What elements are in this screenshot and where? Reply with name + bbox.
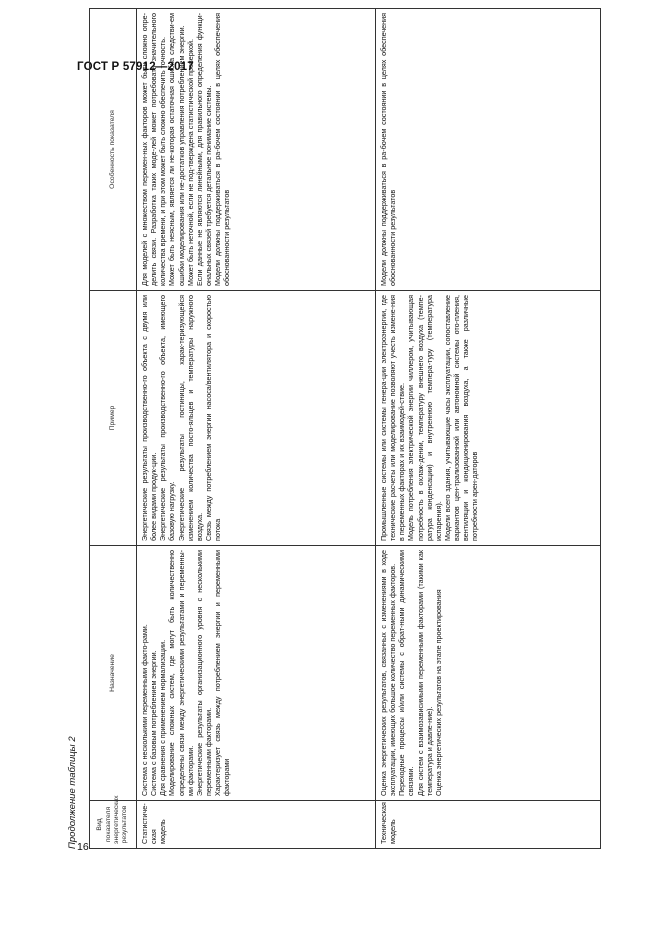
paragraph: Модель потребления электрической энергии чиллером, учитывающая потребность в охлаж-дении, температуру внешнего воздуха (темпе-ратура конденсации) и внутреннюю темпера-туру (температура испарения).: [406, 295, 443, 541]
paragraph: Если данные не являются линейными, для правильного определения функци-ональных связей требуется детальное понимание системы.: [194, 13, 213, 286]
paragraph: Для моделей с множеством перемен-ных факторов может быть сложно опре-делить связи. Разработка таких моде-лей может потребовать значительного количества времени, и при этом может быть сложно обеспечить точность.: [140, 13, 168, 286]
table-2-continuation: [89, 8, 601, 849]
cell-example: [376, 291, 601, 546]
paragraph: Модели должны поддерживаться в ра-бочем состоянии в целях обеспечения обоснованности результатов: [213, 13, 232, 286]
cell-feature: [376, 9, 601, 291]
table-caption: Продолжение таблицы 2: [67, 736, 78, 849]
paragraph: Для систем с взаимозависимыми переменными факторами (такими как температура и давле-ние).: [415, 550, 434, 796]
cell-purpose: [137, 546, 376, 801]
cell-example: [137, 291, 376, 546]
paragraph: Связь между потреблением энергии насоса/вентилятора и скоростью потока: [203, 295, 223, 541]
paragraph: Для сравнения с применением нормализации.: [158, 639, 168, 796]
column-header-type: Вид показателя энергетических результатов: [90, 801, 137, 849]
cell-purpose: [376, 546, 601, 801]
paragraph: Переходные процессы и/или системы с обрат-ными динамическими связями.: [397, 550, 416, 796]
paragraph: Оценка энергетических результатов, связанных с изменениями в ходе эксплуатации, имеющих большое количество переменных факторов.: [379, 550, 398, 796]
paragraph: Модели должны поддерживаться в ра-бочем состоянии в целях обеспечения обоснованности результатов: [379, 13, 398, 286]
table-header-row: [90, 9, 137, 849]
table-row: [376, 9, 601, 849]
paragraph: Оценка энергетических результатов на этапе проектирования: [433, 589, 443, 796]
paragraph: Энергетические результаты производственно-го объекта с двумя или более видами продук-ции.: [140, 295, 159, 541]
column-header-example: Пример: [90, 291, 137, 546]
table-row: [137, 9, 376, 849]
paragraph: Промышленные системы или системы генера-ции электроэнергии, где технические расчеты или моделирование позволяют учесть измене-ния в переменных факторах и их взаимодей-ствие.: [379, 295, 407, 541]
paragraph: Может быть неясным, является ли не-которая остаточная ошибка следстви-ем ошибки моделирования или не-достатков управления потреблением энергии.: [167, 13, 186, 286]
cell-type: Статистиче-ская модель: [137, 801, 376, 849]
paragraph: Моделирование сложных систем, где могут быть количественно определены связи между энергетическими результатами и переменны-ми факторами.: [167, 550, 195, 796]
page-number: 16: [77, 841, 89, 853]
column-header-purpose: Назначение: [90, 546, 137, 801]
column-header-feature: Особенность показателя: [90, 9, 137, 291]
paragraph: Энергетические результаты производственно-го объекта, имеющего базовую нагрузку.: [158, 295, 177, 541]
paragraph: Система с базовым потреблением энергии.: [149, 650, 159, 796]
paragraph: Может быть неточной, если не под-тверждена статистической проверкой.: [185, 39, 195, 286]
paragraph: Система с несколькими переменными факто-рами.: [140, 624, 149, 796]
cell-feature: [137, 9, 376, 291]
paragraph: Энергетические результаты организационного уровня с несколькими переменными факторами.: [194, 550, 213, 796]
cell-type: Техническая модель: [376, 801, 601, 849]
paragraph: Характеризует связь между потреблением энергии и переменными факторами: [213, 550, 232, 796]
document-header: ГОСТ Р 57912—2017: [77, 61, 194, 73]
paragraph: Модели всего здания, учитывающие часы эксплуатации, сопоставление вариантов цен-трализованной или автономной системы ото-пления, вентиляции и кондиционирования воздуха, а также различные потребности арен-даторов: [442, 295, 480, 541]
paragraph: Энергетические результаты гостиницы, харак-теризующейся изменением количества посто-яльцев и температуры наружного воздуха.: [176, 295, 204, 541]
